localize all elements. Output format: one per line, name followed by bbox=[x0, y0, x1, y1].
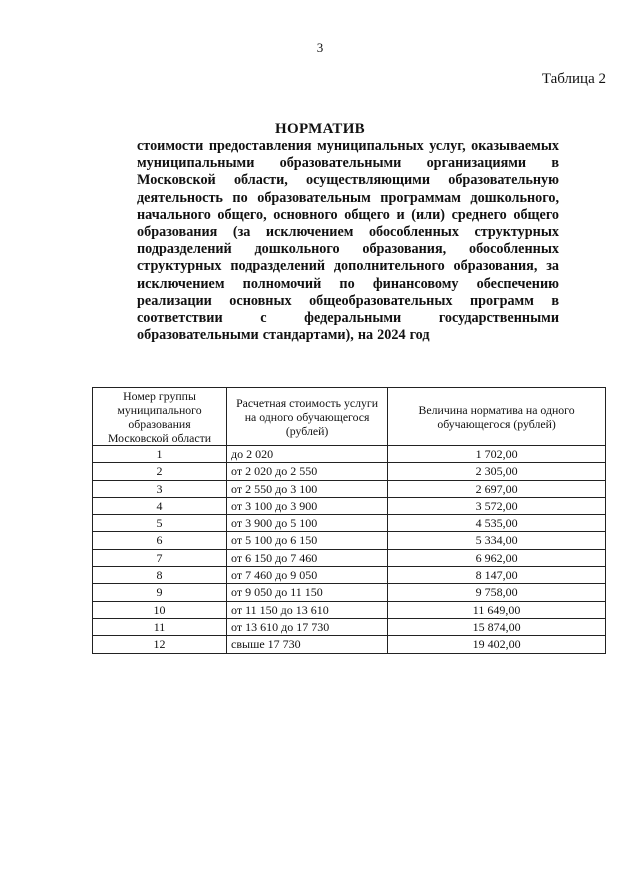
group-number-cell: 12 bbox=[93, 636, 227, 653]
cost-range-cell: от 11 150 до 13 610 bbox=[227, 601, 388, 618]
norm-value-cell: 5 334,00 bbox=[388, 532, 606, 549]
norm-value-cell: 4 535,00 bbox=[388, 515, 606, 532]
norm-value-cell: 1 702,00 bbox=[388, 446, 606, 463]
table-body bbox=[93, 446, 606, 654]
group-number-cell: 4 bbox=[93, 497, 227, 514]
norm-value-cell: 11 649,00 bbox=[388, 601, 606, 618]
group-number-cell: 5 bbox=[93, 515, 227, 532]
table-row bbox=[93, 463, 606, 480]
header-group-number: Номер группы муниципального образования Московской области bbox=[93, 388, 227, 446]
document-subtitle: стоимости предоставления муниципальных услуг, оказываемых муниципальными образовательными организациями в Московской области, осуществляющими образовательную деятельность по образовательным программам дошкольного, начального общего, основного общего и (или) среднего общего образования (за исключением обособленных структурных подразделений дошкольного образования, обособленных структурных подразделений дополнительного образования, за исключением полномочий по финансовому обеспечению реализации основных общеобразовательных программ в соответствии с федеральными государственными образовательными стандартами), на 2024 год bbox=[137, 138, 559, 344]
table-row bbox=[93, 567, 606, 584]
table-row bbox=[93, 532, 606, 549]
group-number-cell: 8 bbox=[93, 567, 227, 584]
cost-range-cell: от 3 900 до 5 100 bbox=[227, 515, 388, 532]
table-row bbox=[93, 446, 606, 463]
norm-value-cell: 2 697,00 bbox=[388, 480, 606, 497]
page-number: 3 bbox=[316, 40, 324, 55]
group-number-cell: 1 bbox=[93, 446, 227, 463]
table-label: Таблица 2 bbox=[541, 71, 606, 87]
table-header-row bbox=[93, 388, 606, 446]
cost-range-cell: от 6 150 до 7 460 bbox=[227, 549, 388, 566]
norm-value-cell: 6 962,00 bbox=[388, 549, 606, 566]
cost-range-cell: до 2 020 bbox=[227, 446, 388, 463]
cost-range-cell: свыше 17 730 bbox=[227, 636, 388, 653]
group-number-cell: 10 bbox=[93, 601, 227, 618]
cost-range-cell: от 2 550 до 3 100 bbox=[227, 480, 388, 497]
table-row bbox=[93, 618, 606, 635]
header-norm-value: Величина норматива на одного обучающегося (рублей) bbox=[388, 388, 606, 446]
group-number-cell: 11 bbox=[93, 618, 227, 635]
header-estimated-cost: Расчетная стоимость услуги на одного обучающегося (рублей) bbox=[227, 388, 388, 446]
table-row bbox=[93, 480, 606, 497]
cost-range-cell: от 5 100 до 6 150 bbox=[227, 532, 388, 549]
group-number-cell: 9 bbox=[93, 584, 227, 601]
cost-range-cell: от 3 100 до 3 900 bbox=[227, 497, 388, 514]
norm-value-cell: 19 402,00 bbox=[388, 636, 606, 653]
table-row bbox=[93, 549, 606, 566]
document-title: НОРМАТИВ bbox=[275, 121, 365, 137]
table-row bbox=[93, 584, 606, 601]
table-row bbox=[93, 636, 606, 653]
table-row bbox=[93, 497, 606, 514]
norm-value-cell: 9 758,00 bbox=[388, 584, 606, 601]
cost-range-cell: от 7 460 до 9 050 bbox=[227, 567, 388, 584]
norm-value-cell: 2 305,00 bbox=[388, 463, 606, 480]
group-number-cell: 7 bbox=[93, 549, 227, 566]
norm-value-cell: 3 572,00 bbox=[388, 497, 606, 514]
norm-value-cell: 15 874,00 bbox=[388, 618, 606, 635]
table-row bbox=[93, 601, 606, 618]
group-number-cell: 6 bbox=[93, 532, 227, 549]
cost-range-cell: от 13 610 до 17 730 bbox=[227, 618, 388, 635]
cost-range-cell: от 9 050 до 11 150 bbox=[227, 584, 388, 601]
group-number-cell: 2 bbox=[93, 463, 227, 480]
norms-table bbox=[92, 387, 606, 654]
norm-value-cell: 8 147,00 bbox=[388, 567, 606, 584]
table-row bbox=[93, 515, 606, 532]
group-number-cell: 3 bbox=[93, 480, 227, 497]
cost-range-cell: от 2 020 до 2 550 bbox=[227, 463, 388, 480]
